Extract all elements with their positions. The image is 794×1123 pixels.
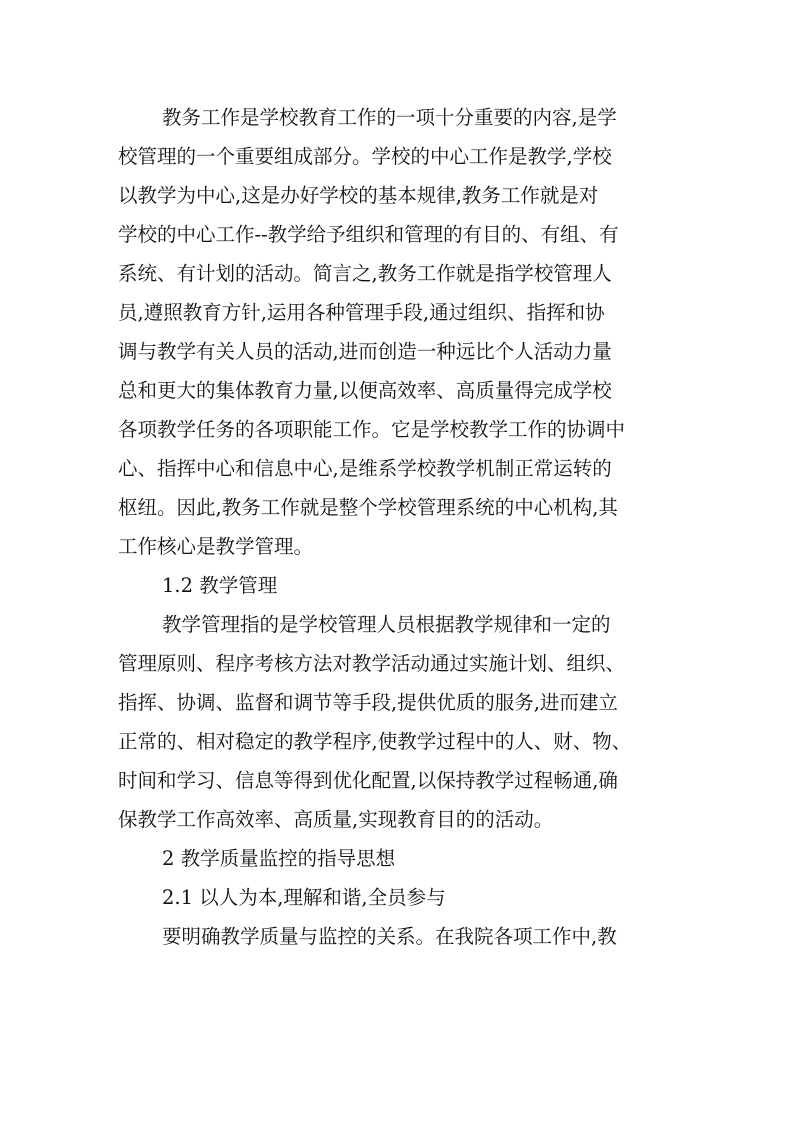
paragraph-line: 心、指挥中心和信息中心,是维系学校教学机制正常运转的 — [118, 457, 612, 480]
paragraph-line: 员,遵照教育方针,运用各种管理手段,通过组织、指挥和协 — [118, 301, 605, 324]
paragraph-line: 学校的中心工作--教学给予组织和管理的有目的、有组、有 — [118, 223, 619, 246]
paragraph-line: 要明确教学质量与监控的关系。在我院各项工作中,教 — [162, 925, 617, 948]
paragraph-line: 正常的、相对稳定的教学程序,使教学过程中的人、财、物、 — [118, 730, 632, 753]
subsection-heading: 2.1 以人为本,理解和谐,全员参与 — [162, 886, 446, 909]
paragraph-line: 调与教学有关人员的活动,进而创造一种远比个人活动力量 — [118, 340, 612, 363]
paragraph-line: 枢纽。因此,教务工作就是整个学校管理系统的中心机构,其 — [118, 496, 618, 519]
paragraph-line: 系统、有计划的活动。简言之,教务工作就是指学校管理人 — [118, 262, 612, 285]
paragraph-line: 校管理的一个重要组成部分。学校的中心工作是教学,学校 — [118, 145, 612, 168]
paragraph-line: 以教学为中心,这是办好学校的基本规律,教务工作就是对 — [118, 184, 599, 207]
section-heading: 1.2 教学管理 — [162, 574, 278, 597]
paragraph-line: 各项教学任务的各项职能工作。它是学校教学工作的协调中 — [118, 418, 626, 441]
section-heading: 2 教学质量监控的指导思想 — [162, 847, 396, 870]
paragraph-line: 总和更大的集体教育力量,以便高效率、高质量得完成学校 — [118, 379, 612, 402]
paragraph-line: 管理原则、程序考核方法对教学活动通过实施计划、组织、 — [118, 652, 626, 675]
paragraph-line: 教学管理指的是学校管理人员根据教学规律和一定的 — [162, 613, 611, 636]
paragraph-line: 指挥、协调、监督和调节等手段,提供优质的服务,进而建立 — [118, 691, 618, 714]
paragraph-line: 时间和学习、信息等得到优化配置,以保持教学过程畅通,确 — [118, 769, 618, 792]
paragraph-line: 工作核心是教学管理。 — [118, 535, 314, 558]
paragraph-line: 教务工作是学校教育工作的一项十分重要的内容,是学 — [162, 106, 617, 129]
paragraph-line: 保教学工作高效率、高质量,实现教育目的的活动。 — [118, 808, 554, 831]
